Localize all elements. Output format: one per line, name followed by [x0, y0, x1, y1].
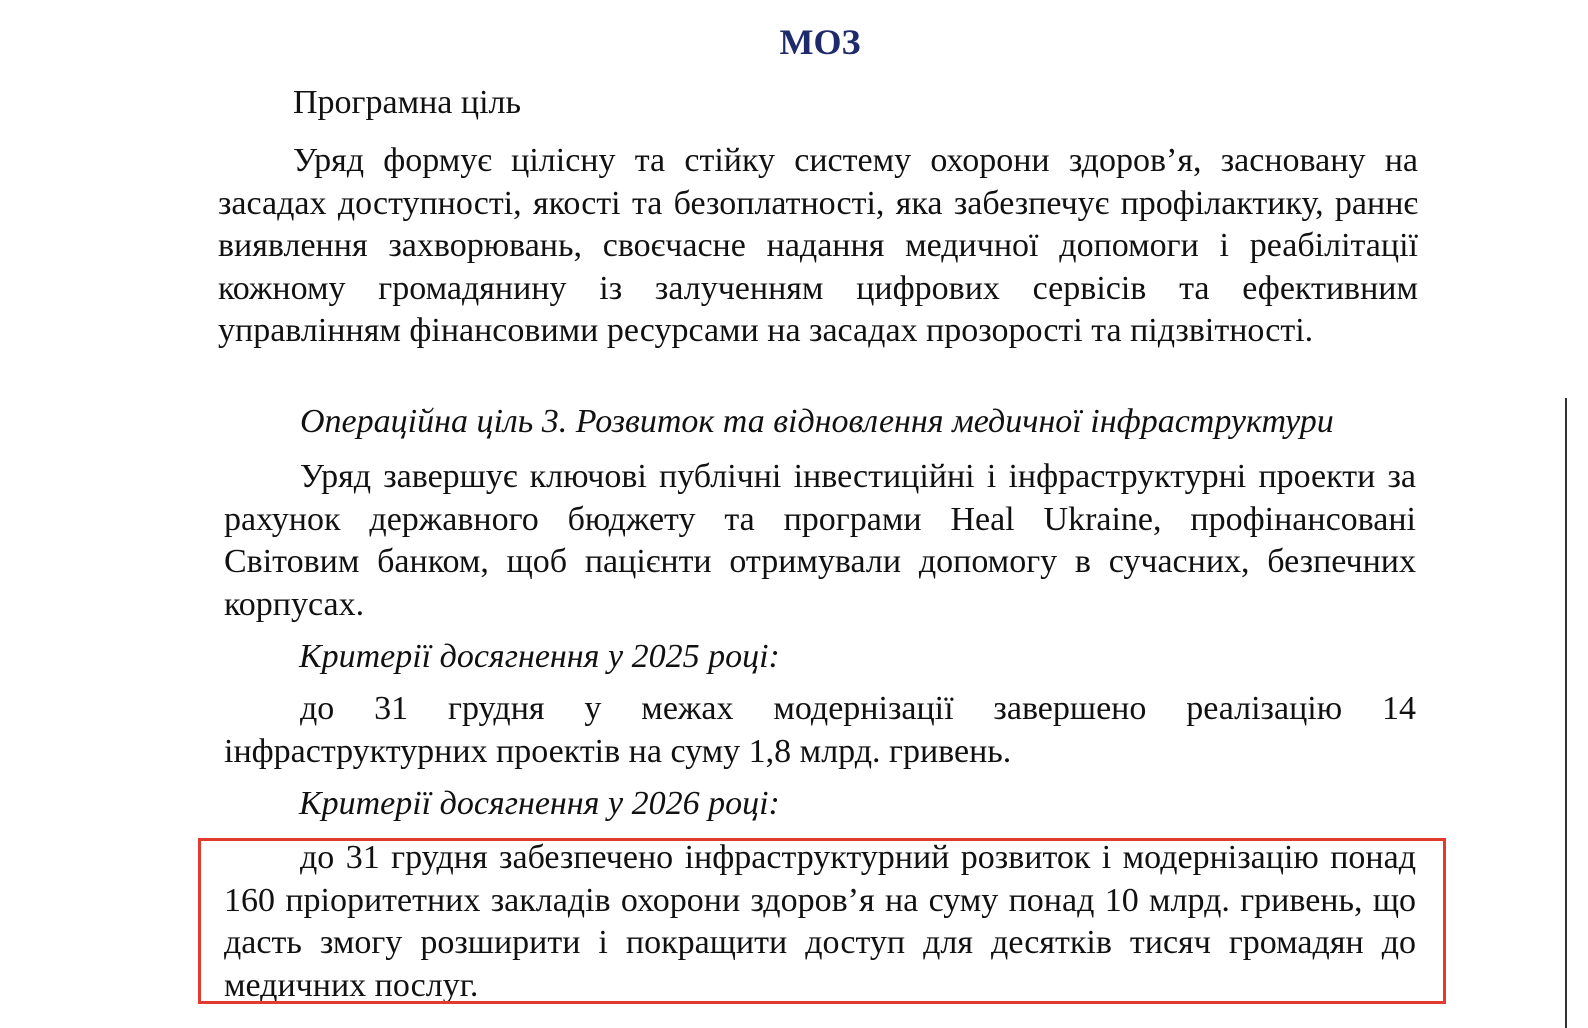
criteria-2025-paragraph: до 31 грудня у межах модернізації завершено реалізацію 14 інфраструктурних проектів на суму 1,8 млрд. гривень. — [224, 690, 1416, 770]
criteria-2026-paragraph: до 31 грудня забезпечено інфраструктурний розвиток і модернізацію понад 160 пріоритетних закладів охорони здоров’я на суму понад 10 млрд. гривень, що дасть змогу розширити і покращити доступ для десятків тисяч громадян до медичних послуг. — [224, 839, 1416, 1004]
highlight-annotation-box — [198, 838, 1446, 1004]
operational-goal-paragraph: Уряд завершує ключові публічні інвестиційні і інфраструктурні проекти за рахунок державного бюджету та програми Heal Ukraine, профінансовані Світовим банком, щоб пацієнти отримували допомогу в сучасних, безпечних корпусах. — [224, 458, 1416, 623]
criteria-2026-title: Критерії досягнення у 2026 році: — [299, 785, 780, 822]
ministry-heading: МОЗ — [779, 22, 861, 62]
program-goal-label: Програмна ціль — [293, 84, 522, 121]
operational-goal-title: Операційна ціль 3. Розвиток та відновлення медичної інфраструктури — [300, 403, 1334, 440]
criteria-2025-title: Критерії досягнення у 2025 році: — [299, 638, 780, 675]
program-goal-paragraph: Уряд формує цілісну та стійку систему охорони здоров’я, засновану на засадах доступності, якості та безоплатності, яка забезпечує профілактику, раннє виявлення захворювань, своєчасне надання медичної допомоги і реабілітації кожному громадянину із залученням цифрових сервісів та ефективним управлінням фінансовими ресурсами на засадах прозорості та підзвітності. — [218, 142, 1418, 349]
page-edge-divider — [1565, 398, 1567, 1028]
